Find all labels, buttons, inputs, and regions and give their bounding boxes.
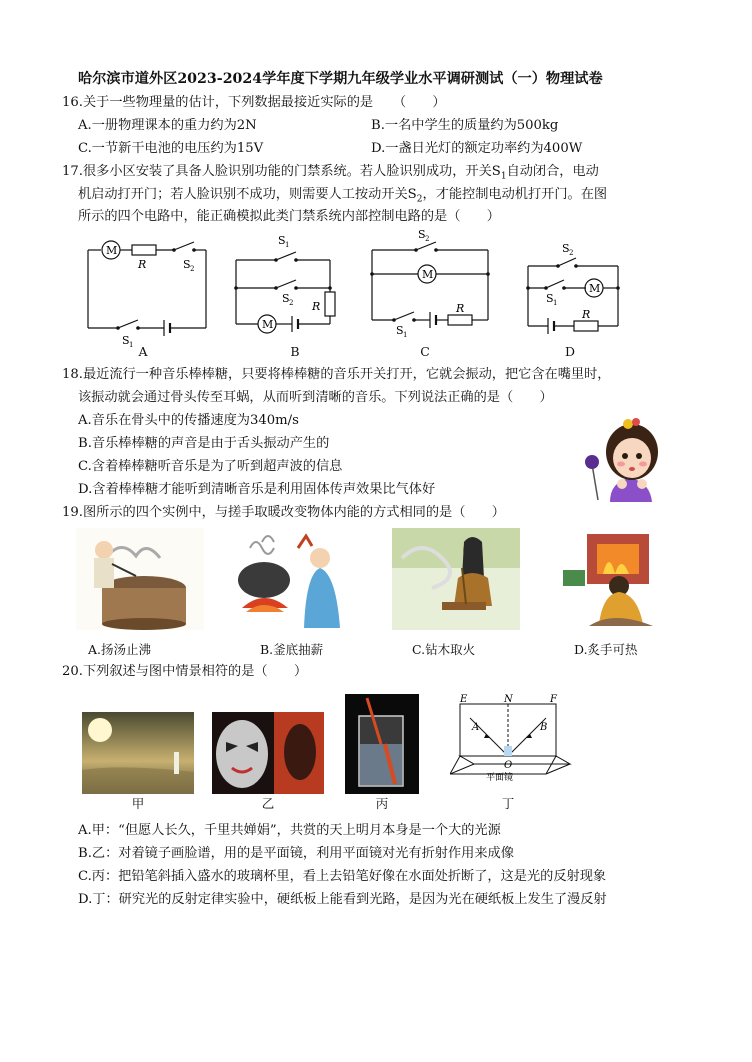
q19-image-c [392, 528, 520, 630]
q18-line2: 该振动就会通过骨头传至耳蜗，从而听到清晰的音乐。下列说法正确的是（ ） [78, 390, 553, 405]
circuit-a-label: A [138, 344, 148, 359]
q19-option-d: D.炙手可热 [574, 642, 638, 657]
q16-option-c: C.一节新干电池的电压约为15V [78, 141, 264, 156]
svg-text:S: S [183, 258, 191, 271]
svg-text:R: R [456, 302, 465, 315]
q19-option-c: C.钻木取火 [412, 642, 476, 657]
svg-text:E: E [460, 694, 468, 705]
circuit-d-diagram [528, 240, 628, 340]
svg-text:1: 1 [129, 341, 134, 349]
q17-line1: 17.很多小区安装了具备人脸识别功能的门禁系统。若人脸识别成功，开关$S_1$自动闭合，电动 [62, 164, 599, 182]
svg-text:S: S [282, 292, 290, 305]
q20-caption-ding: 丁 [501, 796, 515, 811]
q16-option-b: B.一名中学生的质量约为500kg [371, 118, 559, 133]
circuit-a-diagram [88, 236, 213, 349]
svg-text:S: S [396, 324, 404, 337]
svg-text:平面镜: 平面镜 [486, 773, 514, 783]
q20-option-a: A.甲：“但愿人长久，千里共婵娟”，共赏的天上明月本身是一个大的光源 [78, 823, 501, 838]
svg-text:S: S [122, 334, 130, 347]
svg-text:2: 2 [569, 249, 574, 257]
q20-image-bing [345, 694, 419, 794]
q19-image-b [232, 528, 362, 630]
page-title: 哈尔滨市道外区2023-2024学年度下学期九年级学业水平调研测试（一）物理试卷 [78, 71, 603, 87]
q19-stem: 19.图所示的四个实例中，与搓手取暖改变物体内能的方式相同的是（ ） [62, 505, 505, 520]
svg-text:2: 2 [425, 235, 430, 243]
q18-line1: 18.最近流行一种音乐棒棒糖，只要将棒棒糖的音乐开关打开，它就会振动，把它含在嘴里时， [62, 367, 611, 382]
q17-line2: 机启动打开门；若人脸识别不成功，则需要人工按动开关$S_2$，才能控制电动机打开门。在图 [78, 187, 608, 205]
svg-text:A: A [472, 722, 480, 733]
q20-stem: 20.下列叙述与图中情景相符的是（ ） [62, 664, 308, 679]
q18-option-b: B.音乐棒棒糖的声音是由于舌头振动产生的 [78, 436, 330, 451]
q20-caption-jia: 甲 [131, 796, 145, 811]
svg-text:O: O [504, 760, 513, 771]
lollipop-girl-image [580, 412, 680, 504]
svg-text:S: S [418, 228, 426, 241]
circuit-c-label: C [420, 344, 430, 359]
svg-text:F: F [550, 694, 557, 705]
svg-text:R: R [312, 300, 321, 313]
svg-text:S: S [546, 292, 554, 305]
q18-option-a: A.音乐在骨头中的传播速度为340m/s [78, 413, 299, 428]
q16-option-a: A.一册物理课本的重力约为2N [78, 118, 257, 133]
svg-text:M: M [422, 268, 434, 281]
q20-option-b: B.乙：对着镜子画脸谱，用的是平面镜，利用平面镜对光有折射作用来成像 [78, 846, 514, 861]
circuit-c-diagram [372, 228, 492, 343]
q20-caption-bing: 丙 [375, 796, 389, 811]
q19-option-a: A.扬汤止沸 [88, 642, 152, 657]
circuit-d-label: D [564, 344, 576, 359]
svg-text:R: R [582, 308, 591, 321]
q19-option-b: B.釜底抽薪 [260, 642, 324, 657]
svg-text:2: 2 [190, 265, 195, 273]
svg-text:2: 2 [289, 299, 294, 307]
q18-option-c: C.含着棒棒糖听音乐是为了听到超声波的信息 [78, 459, 343, 474]
circuit-b-diagram [236, 232, 336, 347]
q20-image-yi [212, 712, 324, 794]
q20-option-d: D.丁：研究光的反射定律实验中，硬纸板上能看到光路，是因为光在硬纸板上发生了漫反射 [78, 892, 607, 907]
q20-image-ding [450, 694, 574, 794]
svg-text:S: S [562, 242, 570, 255]
q20-caption-yi: 乙 [261, 796, 275, 811]
q18-option-d: D.含着棒棒糖才能听到清晰音乐是利用固体传声效果比气体好 [78, 482, 436, 497]
q17-line3: 所示的四个电路中，能正确模拟此类门禁系统内部控制电路的是（ ） [78, 209, 500, 224]
q16-stem: 16.关于一些物理量的估计，下列数据最接近实际的是 （ ） [62, 95, 446, 110]
q19-image-a [76, 528, 204, 630]
svg-text:N: N [504, 694, 513, 705]
svg-text:R: R [138, 258, 147, 271]
svg-text:1: 1 [285, 241, 290, 249]
svg-text:S: S [278, 234, 286, 247]
q16-option-d: D.一盏日光灯的额定功率约为400W [371, 141, 583, 156]
q19-image-d [553, 530, 673, 630]
svg-text:1: 1 [403, 331, 408, 339]
svg-text:M: M [262, 318, 274, 331]
svg-text:M: M [106, 244, 118, 257]
svg-text:B: B [540, 722, 548, 733]
q20-image-jia [82, 712, 194, 794]
circuit-b-label: B [290, 344, 300, 359]
svg-text:1: 1 [553, 299, 558, 307]
q20-option-c: C.丙：把铅笔斜插入盛水的玻璃杯里，看上去铅笔好像在水面处折断了，这是光的反射现象 [78, 869, 607, 884]
svg-text:M: M [589, 282, 601, 295]
